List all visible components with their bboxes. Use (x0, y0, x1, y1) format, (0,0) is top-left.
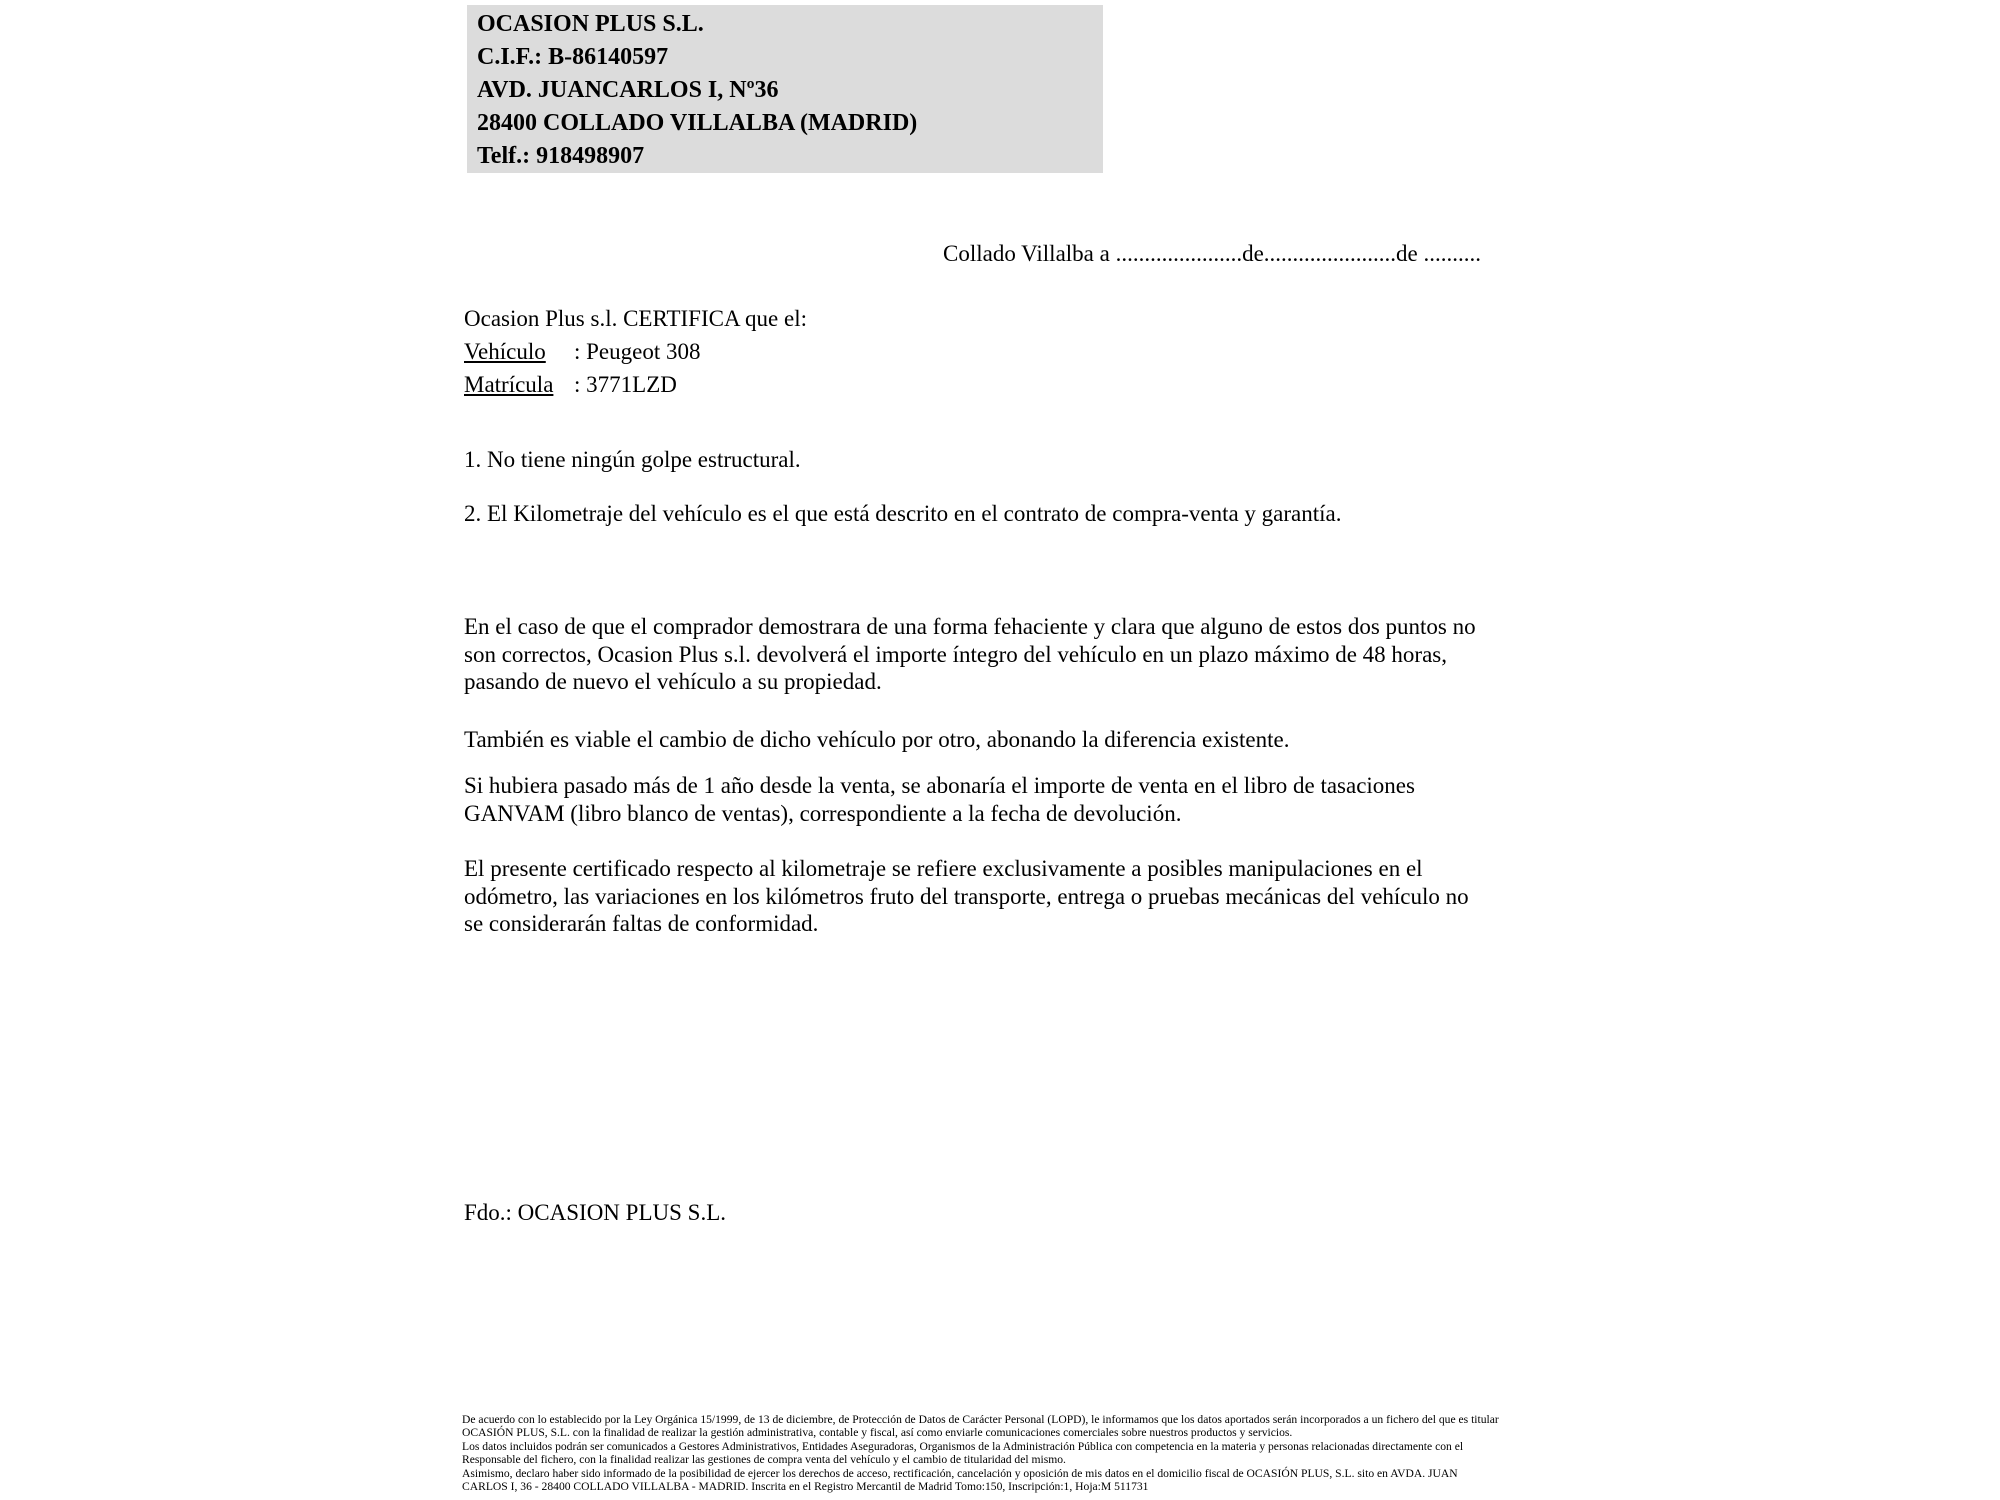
fine-print-line: CARLOS I, 36 - 28400 COLLADO VILLALBA - MADRID. Inscrita en el Registro Mercantil de Madrid Tomo:150, Inscripción:1, Hoja:M 511731 (462, 1480, 1149, 1494)
company-cif: C.I.F.: B-86140597 (477, 44, 669, 70)
company-name: OCASION PLUS S.L. (477, 11, 704, 37)
paragraph-line: También es viable el cambio de dicho vehículo por otro, abonando la diferencia existente. (464, 727, 1290, 752)
plate-value: : 3771LZD (574, 372, 677, 397)
fine-print-line: OCASIÓN PLUS, S.L. con la finalidad de realizar la gestión administrativa, contable y fiscal, así como enviarle comunicaciones comerciales sobre nuestros productos y servicios. (462, 1426, 1293, 1440)
certified-point-1: 1. No tiene ningún golpe estructural. (464, 447, 801, 472)
certification-block (464, 302, 807, 401)
plate-label: Matrícula (464, 372, 554, 397)
company-city: 28400 COLLADO VILLALBA (MADRID) (477, 110, 918, 136)
vehicle-label-column (464, 335, 574, 368)
paragraph-line: GANVAM (libro blanco de ventas), correspondiente a la fecha de devolución. (464, 800, 1182, 826)
company-header-box (467, 5, 1103, 173)
company-address: AVD. JUANCARLOS I, Nº36 (477, 77, 779, 103)
date-line: Collado Villalba a ......................de.......................de .......... (943, 241, 1481, 266)
vehicle-field (464, 335, 807, 368)
vehicle-value: : Peugeot 308 (574, 339, 701, 364)
paragraph-ganvam-valuation (464, 772, 1415, 827)
paragraph-exchange-option (464, 726, 1289, 754)
legal-fine-print (462, 1413, 1499, 1493)
paragraph-line: son correctos, Ocasion Plus s.l. devolverá el importe íntegro del vehículo en un plazo máximo de 48 horas, (464, 641, 1448, 667)
company-phone: Telf.: 918498907 (477, 143, 645, 169)
paragraph-odometer-disclaimer (464, 855, 1469, 938)
plate-field (464, 368, 807, 401)
certified-point-2: 2. El Kilometraje del vehículo es el que está descrito en el contrato de compra-venta y garantía. (464, 501, 1342, 526)
paragraph-line: se considerarán faltas de conformidad. (464, 911, 819, 936)
paragraph-line: El presente certificado respecto al kilometraje se refiere exclusivamente a posibles manipulaciones en el (464, 856, 1423, 881)
fine-print-line: Los datos incluidos podrán ser comunicados a Gestores Administrativos, Entidades Aseguradoras, Organismos de la Administración Pública con competencia en la materia y personas relacionadas directamente con el (462, 1439, 1464, 1453)
paragraph-line: odómetro, las variaciones en los kilómetros fruto del transporte, entrega o pruebas mecánicas del vehículo no (464, 883, 1469, 909)
certification-intro: Ocasion Plus s.l. CERTIFICA que el: (464, 306, 807, 331)
plate-label-column (464, 368, 574, 401)
paragraph-line: pasando de nuevo el vehículo a su propiedad. (464, 669, 882, 694)
paragraph-line: Si hubiera pasado más de 1 año desde la venta, se abonaría el importe de venta en el libro de tasaciones (464, 773, 1415, 798)
signature-line: Fdo.: OCASION PLUS S.L. (464, 1200, 726, 1225)
paragraph-refund-condition (464, 613, 1476, 696)
fine-print-line: Responsable del fichero, con la finalidad realizar las gestiones de compra venta del vehículo y el cambio de titularidad del mismo. (462, 1453, 1066, 1467)
paragraph-line: En el caso de que el comprador demostrara de una forma fehaciente y clara que alguno de estos dos puntos no (464, 614, 1476, 639)
fine-print-line: De acuerdo con lo establecido por la Ley Orgánica 15/1999, de 13 de diciembre, de Protección de Datos de Carácter Personal (LOPD), le informamos que los datos aportados serán incorporados a un fichero del que es titular (462, 1413, 1499, 1426)
vehicle-label: Vehículo (464, 339, 546, 364)
fine-print-line: Asimismo, declaro haber sido informado de la posibilidad de ejercer los derechos de acceso, rectificación, cancelación y oposición de mis datos en el domicilio fiscal de OCASIÓN PLUS, S.L. sito en AVDA. JUAN (462, 1466, 1458, 1480)
